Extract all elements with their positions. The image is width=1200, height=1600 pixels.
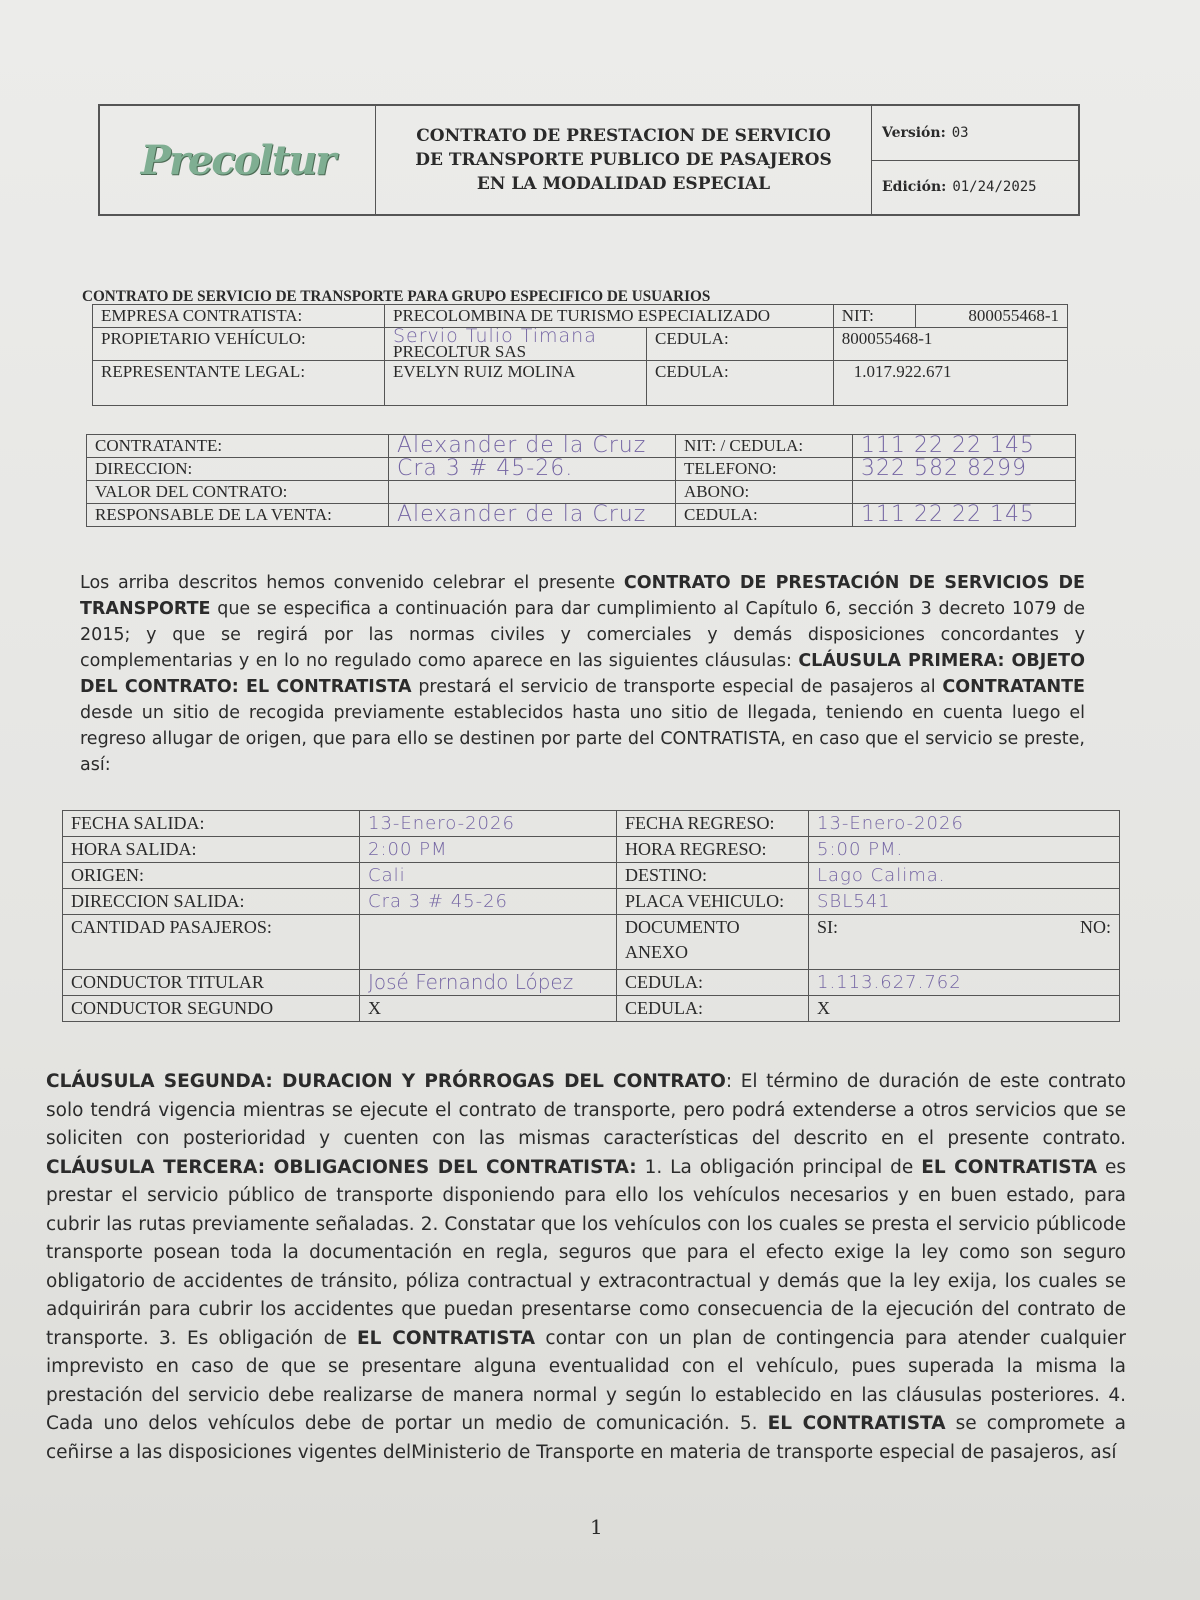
placa-field[interactable]: SBL541 [809,889,1120,915]
cedula-segundo-field[interactable]: X [809,996,1120,1022]
document-meta [872,106,1078,214]
direccion-salida-field[interactable]: Cra 3 # 45-26 [360,889,617,915]
hora-salida-field[interactable]: 2:00 PM [360,837,617,863]
company-table: EMPRESA CONTRATISTA: PRECOLOMBINA DE TURISMO ESPECIALIZADO NIT: 800055468-1 PROPIETARIO VEHÍCULO: Servio Tulio Timana PRECOLTUR SAS CEDULA: 800055468-1 REPRESENTANTE LEGAL: EVELYN RUIZ MOLINA CEDULA: 1.017.922.671 [92,304,1068,406]
contratante-field[interactable]: Alexander de la Cruz [389,435,676,458]
fecha-regreso-field[interactable]: 13-Enero-2026 [809,811,1120,837]
fecha-salida-field[interactable]: 13-Enero-2026 [360,811,617,837]
hora-regreso-field[interactable]: 5:00 PM. [809,837,1120,863]
anexo-no-checkbox[interactable]: NO: [946,915,1120,970]
contratante-table: CONTRATANTE: Alexander de la Cruz NIT: / CEDULA: 111 22 22 145 DIRECCION: Cra 3 # 45-26. TELEFONO: 322 582 8299 VALOR DEL CONTRATO: ABONO: RESPONSABLE DE LA VENTA: Alexander de la Cruz CEDULA: 111 22 22 145 [86,434,1076,527]
responsable-cedula-field[interactable]: 111 22 22 145 [853,504,1076,527]
destino-field[interactable]: Lago Calima. [809,863,1120,889]
clauses-paragraph: CLÁUSULA SEGUNDA: DURACION Y PRÓRROGAS DEL CONTRATO: El término de duración de este contrato solo tendrá vigencia mientras se ejecute el contrato de transporte, pero podrá extenderse a otros servicios que se soliciten con posterioridad y cuenten con las mismas características del descrito en el presente contrato. CLÁUSULA TERCERA: OBLIGACIONES DEL CONTRATISTA: 1. La obligación principal de EL CONTRATISTA es prestar el servicio público de transporte disponiendo para ello los vehículos necesarios y en buen estado, para cubrir las rutas previamente señaladas. 2. Constatar que los vehículos con los cuales se presta el servicio públicode transporte posean toda la documentación en regla, seguros que para el efecto exige la ley como son seguro obligatorio de accidentes de tránsito, póliza contractual y extracontractual y demás que la ley exija, los cuales se adquirirán para cubrir los accidentes que puedan presentarse como consecuencia de la ejecución del contrato de transporte. 3. Es obligación de EL CONTRATISTA contar con un plan de contingencia para atender cualquier imprevisto en caso de que se presentare alguna eventualidad con el vehículo, pues superada la misma la prestación del servicio debe realizarse de manera normal y según lo establecido en las cláusulas posteriores. 4. Cada uno delos vehículos debe de portar un medio de comunicación. 5. EL CONTRATISTA se compromete a ceñirse a las disposiciones vigentes delMinisterio de Transporte en materia de transporte especial de pasajeros, así [46,1071,1127,1463]
anexo-si-checkbox[interactable]: SI: [809,915,946,970]
version: Versión: 03 [872,106,1078,161]
trip-table: FECHA SALIDA: 13-Enero-2026 FECHA REGRESO: 13-Enero-2026 HORA SALIDA: 2:00 PM HORA REGRESO: 5:00 PM. ORIGEN: Cali DESTINO: Lago Calima. DIRECCION SALIDA: Cra 3 # 45-26 PLACA VEHICULO: SBL541 CANTIDAD PASAJEROS: DOCUMENTO ANEXO SI: NO: CONDUCTOR TITULAR José Fernando López CEDULA: 1.113.627.762 CONDUCTOR SEGUNDO X CEDULA: X [62,810,1120,1022]
document-title: CONTRATO DE PRESTACION DE SERVICIO DE TRANSPORTE PUBLICO DE PASAJEROS EN LA MODALIDAD ESPECIAL [376,106,872,214]
responsable-field[interactable]: Alexander de la Cruz [389,504,676,527]
conductor-titular-field[interactable]: José Fernando López [360,970,617,996]
cantidad-field[interactable] [360,915,617,970]
intro-paragraph: Los arriba descritos hemos convenido celebrar el presente CONTRATO DE PRESTACIÓN DE SERVICIOS DE TRANSPORTE que se especifica a continuación para dar cumplimiento al Capítulo 6, sección 3 decreto 1079 de 2015; y que se regirá por las normas civiles y comerciales y demás disposiciones concordantes y complementarias y en lo no regulado como aparece en las siguientes cláusulas: CLÁUSULA PRIMERA: OBJETO DEL CONTRATO: EL CONTRATISTA prestará el servicio de transporte especial de pasajeros al CONTRATANTE desde un sitio de recogida previamente establecidos hasta uno sitio de llegada, teniendo en cuenta luego el regreso allugar de origen, que para ello se destinen por parte del CONTRATISTA, en caso que el servicio se preste, así: [80,573,1085,775]
valor-field[interactable] [389,481,676,504]
origen-field[interactable]: Cali [360,863,617,889]
conductor-segundo-field[interactable]: X [360,996,617,1022]
company-logo: Precoltur [100,106,376,214]
page-number: 1 [590,1515,603,1539]
telefono-field[interactable]: 322 582 8299 [853,458,1076,481]
abono-field[interactable] [853,481,1076,504]
edition: Edición: 01/24/2025 [882,179,1037,196]
section-caption: CONTRATO DE SERVICIO DE TRANSPORTE PARA GRUPO ESPECIFICO DE USUARIOS [82,288,711,305]
document-header [98,104,1080,216]
direccion-field[interactable]: Cra 3 # 45-26. [389,458,676,481]
contratante-nit-field[interactable]: 111 22 22 145 [853,435,1076,458]
cedula-titular-field[interactable]: 1.113.627.762 [809,970,1120,996]
